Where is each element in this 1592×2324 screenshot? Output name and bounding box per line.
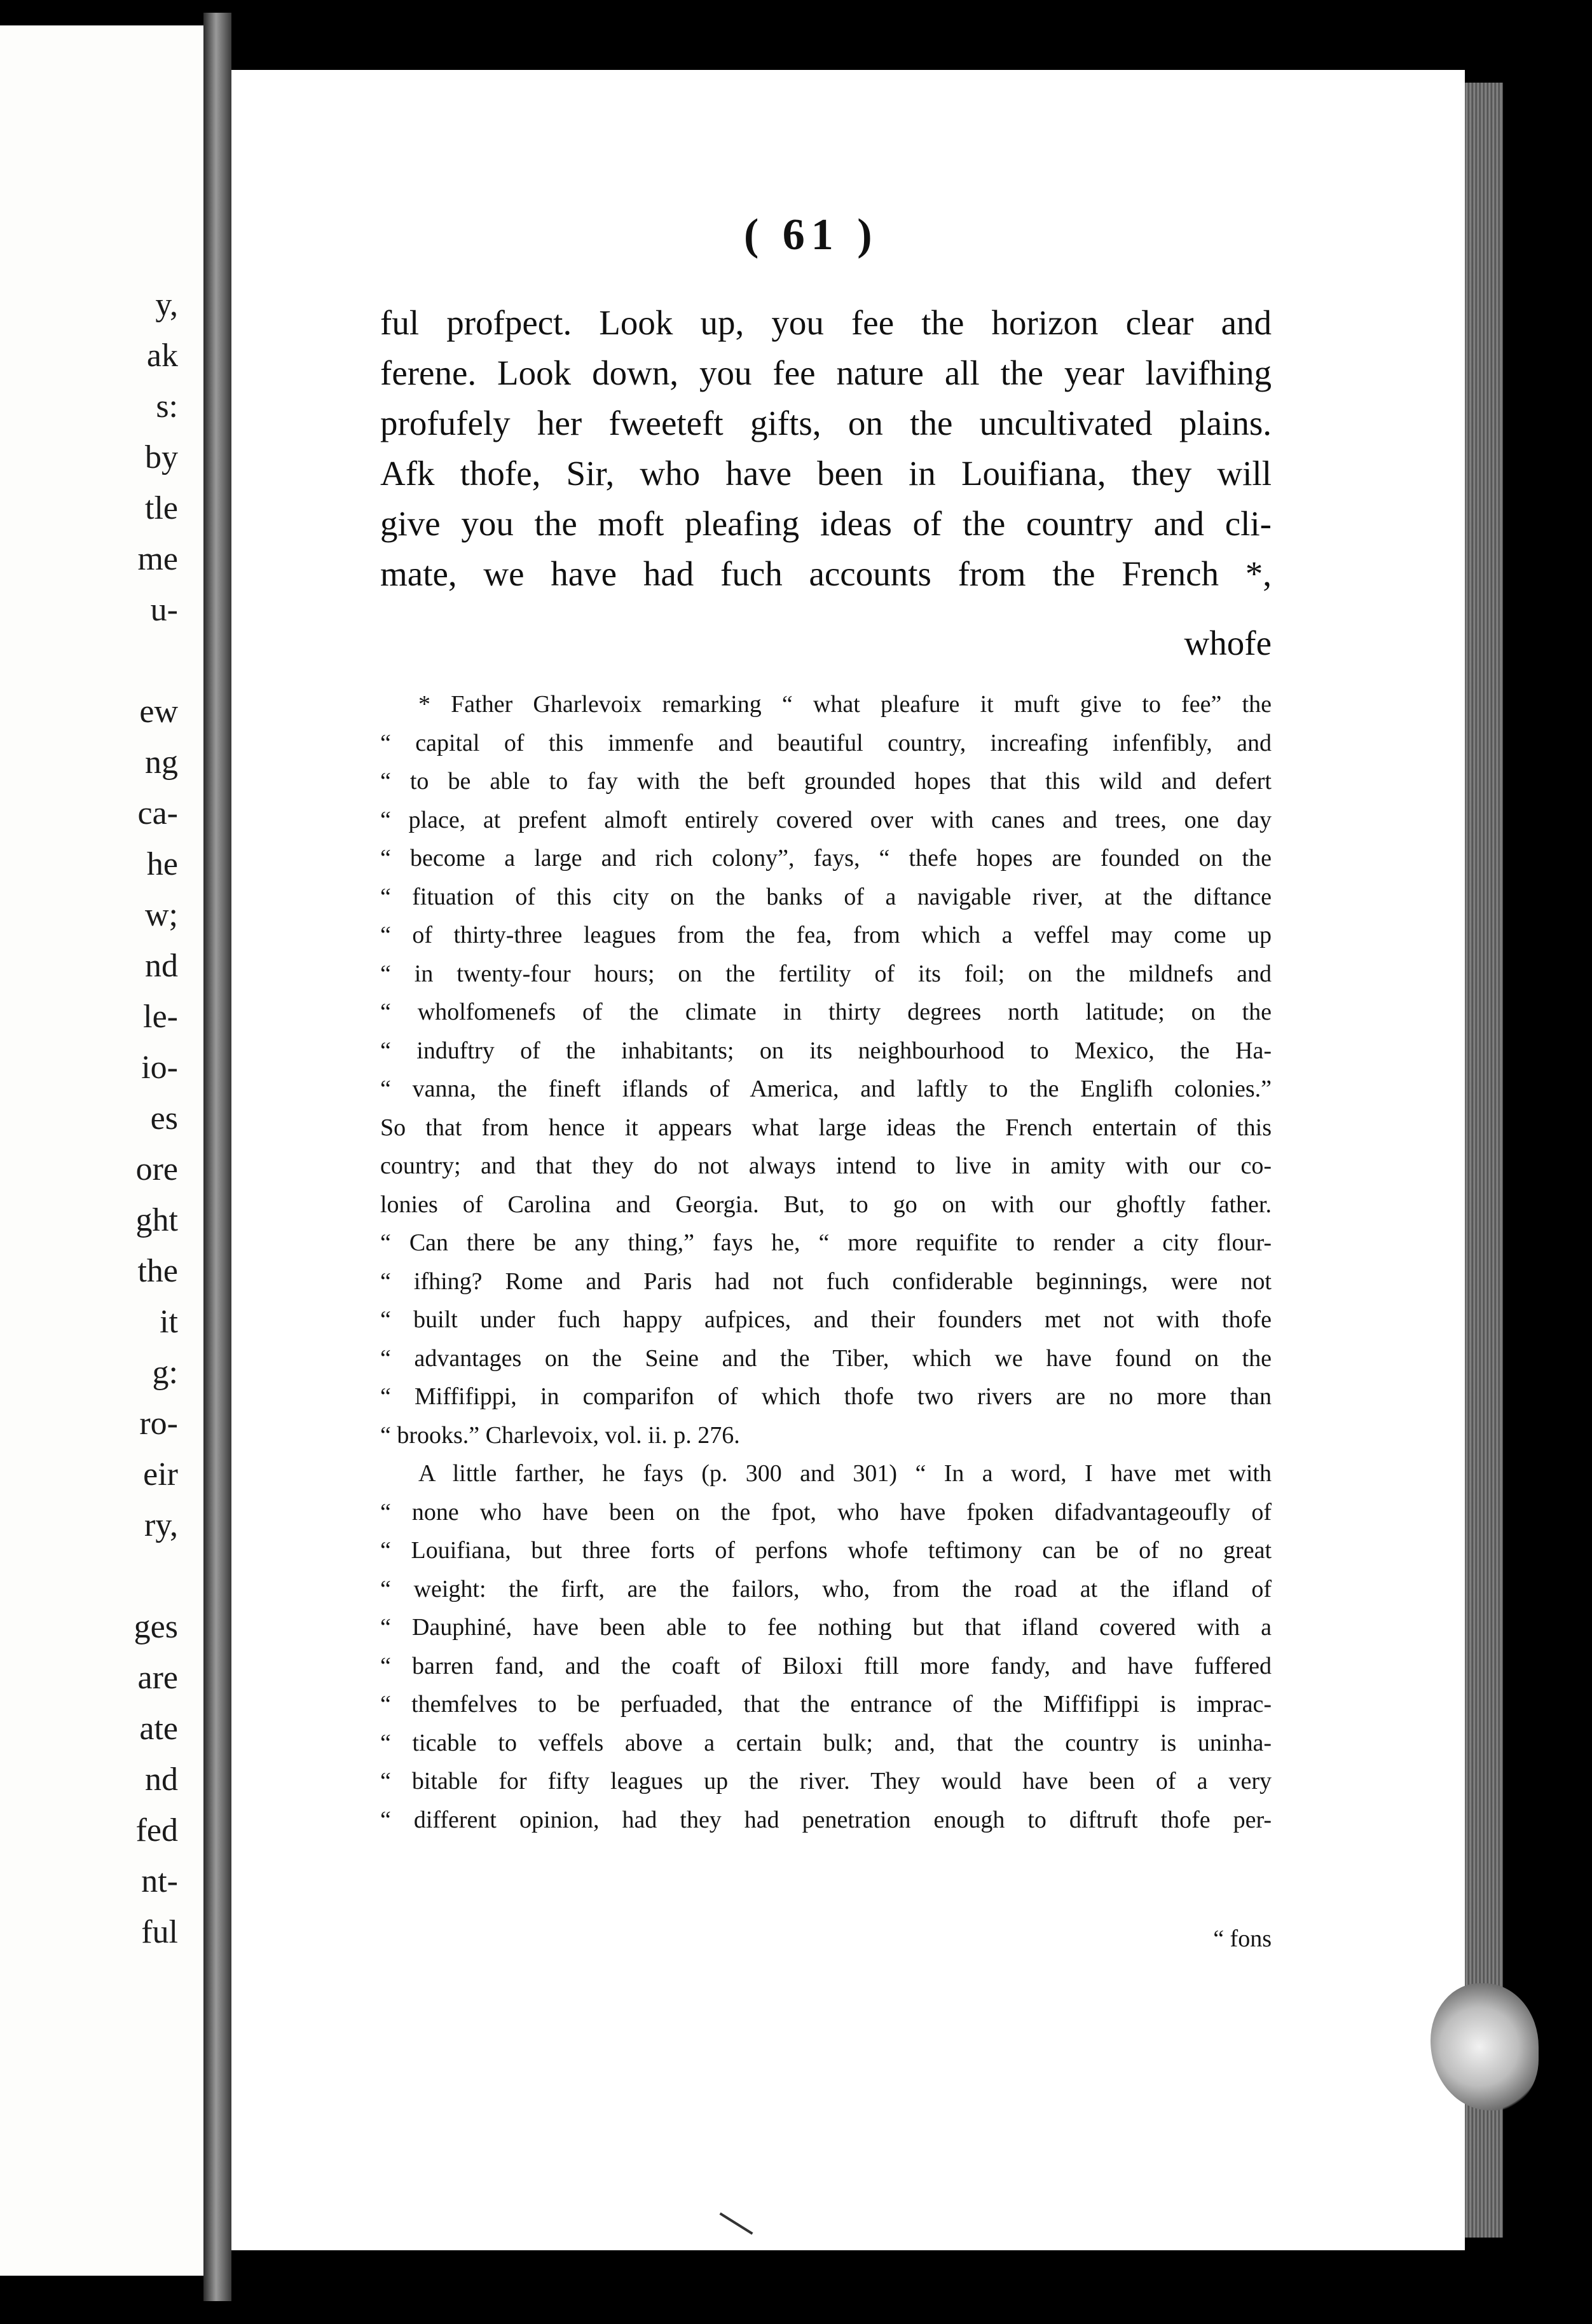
footnote-line: “ themfelves to be perfuaded, that the entrance of the Miffifippi is imprac- xyxy=(380,1691,1272,1718)
footnote-line: “ ifhing? Rome and Paris had not fuch confiderable beginnings, were not xyxy=(380,1268,1272,1295)
facing-line: nt- xyxy=(141,1863,178,1899)
facing-line: are xyxy=(137,1660,178,1696)
footnote-line: lonies of Carolina and Georgia. But, to go on with our ghoftly father. xyxy=(380,1191,1272,1218)
facing-line: ges xyxy=(134,1609,178,1645)
facing-line: eir xyxy=(143,1456,178,1493)
footnote-line: “ to be able to fay with the beft grounded hopes that this wild and defert xyxy=(380,768,1272,795)
facing-line: io- xyxy=(141,1049,178,1086)
footnote-line: “ Louifiana, but three forts of perfons whofe teftimony can be of no great xyxy=(380,1537,1272,1564)
facing-line: ore xyxy=(135,1151,178,1187)
facing-line: s: xyxy=(156,388,178,425)
footnote-line: “ in twenty-four hours; on the fertility of its foil; on the mildnefs and xyxy=(380,960,1272,987)
facing-line: y, xyxy=(155,287,178,323)
footnote-line: “ induftry of the inhabitants; on its neighbourhood to Mexico, the Ha- xyxy=(380,1037,1272,1064)
facing-line: me xyxy=(137,541,178,577)
footnote-line: “ become a large and rich colony”, fays, “ thefe hopes are founded on the xyxy=(380,845,1272,871)
footnote-line: “ brooks.” Charlevoix, vol. ii. p. 276. xyxy=(380,1421,740,1449)
facing-line xyxy=(134,1551,178,1602)
facing-page-text xyxy=(134,25,178,1958)
footnote-line: “ none who have been on the fpot, who have fpoken difadvantageoufly of xyxy=(380,1498,1272,1526)
body-text xyxy=(380,297,1272,599)
footnote-line: “ fituation of this city on the banks of a navigable river, at the diftance xyxy=(380,883,1272,910)
facing-line: ew xyxy=(139,694,178,730)
page-edge xyxy=(1465,83,1503,2238)
facing-line: ate xyxy=(139,1711,178,1747)
footnote-line: “ weight: the firft, are the failors, who, from the road at the ifland of xyxy=(380,1575,1272,1603)
facing-line: nd xyxy=(145,948,178,984)
facing-line: it xyxy=(160,1304,178,1340)
facing-line: ght xyxy=(135,1202,178,1238)
footnote-line: “ advantages on the Seine and the Tiber, which we have found on the xyxy=(380,1344,1272,1372)
footnote-line: “ Dauphiné, have been able to fee nothing but that ifland covered with a xyxy=(380,1614,1272,1641)
footnote-line: country; and that they do not always intend to live in amity with our co- xyxy=(380,1152,1272,1179)
footnote-line: A little farther, he fays (p. 300 and 301) “ In a word, I have met with xyxy=(418,1460,1272,1487)
footnote-line: “ wholfomenefs of the climate in thirty degrees north latitude; on the xyxy=(380,999,1272,1025)
facing-line: ry, xyxy=(144,1507,178,1543)
body-line: ful profpect. Look up, you fee the horizon clear and xyxy=(380,303,1272,342)
body-line: Afk thofe, Sir, who have been in Louifiana, they will xyxy=(380,454,1272,493)
footnote-line: “ bitable for fifty leagues up the river. They would have been of a very xyxy=(380,1768,1272,1794)
page-number: ( 61 ) xyxy=(744,210,879,259)
footnote-line: “ of thirty-three leagues from the fea, from which a veffel may come up xyxy=(380,922,1272,948)
footnote-line: “ Miffifippi, in comparifon of which thofe two rivers are no more than xyxy=(380,1383,1272,1410)
body-line: ferene. Look down, you fee nature all the year lavifhing xyxy=(380,353,1272,392)
footnote-line: * Father Gharlevoix remarking “ what pleafure it muft give to fee” the xyxy=(418,691,1272,718)
body-line: give you the moft pleafing ideas of the country and cli- xyxy=(380,504,1272,543)
facing-line: the xyxy=(137,1253,178,1289)
facing-line: g: xyxy=(152,1355,178,1391)
facing-line: fed xyxy=(135,1812,178,1849)
facing-line xyxy=(134,636,178,687)
body-line: profufely her fweeteft gifts, on the uncultivated plains. xyxy=(380,404,1272,442)
footnote-line: “ different opinion, had they had penetration enough to diftruft thofe per- xyxy=(380,1806,1272,1833)
catchword: whofe xyxy=(1184,624,1272,662)
facing-line: tle xyxy=(145,490,178,526)
facing-line: ak xyxy=(146,338,178,374)
footnote xyxy=(380,685,1272,1839)
facing-line: by xyxy=(145,439,178,475)
facing-line: ng xyxy=(145,744,178,781)
facing-line: nd xyxy=(145,1761,178,1798)
facing-line: ca- xyxy=(137,795,178,831)
footnote-line: “ barren fand, and the coaft of Biloxi ftill more fandy, and have fuffered xyxy=(380,1652,1272,1679)
footnote-line: “ vanna, the fineft iflands of America, and laftly to the Englifh colonies.” xyxy=(380,1076,1272,1102)
footnote-line: So that from hence it appears what large ideas the French entertain of this xyxy=(380,1114,1272,1141)
facing-line: le- xyxy=(143,999,178,1035)
footnote-line: “ built under fuch happy aufpices, and their founders met not with thofe xyxy=(380,1306,1272,1333)
footnote-catchword: “ fons xyxy=(1213,1925,1272,1952)
facing-page xyxy=(0,25,203,2276)
footnote-line: “ capital of this immenfe and beautiful country, increafing infenfibly, and xyxy=(380,729,1272,756)
body-line: mate, we have had fuch accounts from the French *, xyxy=(380,554,1272,593)
facing-line: ful xyxy=(141,1914,178,1950)
facing-line: ro- xyxy=(139,1405,178,1442)
facing-line: u- xyxy=(150,592,178,628)
book-gutter xyxy=(203,13,231,2301)
facing-line: w; xyxy=(145,897,178,933)
footnote-line: “ place, at prefent almoft entirely covered over with canes and trees, one day xyxy=(380,806,1272,833)
footnote-line: “ ticable to veffels above a certain bulk; and, that the country is uninha- xyxy=(380,1729,1272,1756)
facing-line: he xyxy=(146,846,178,882)
facing-line: es xyxy=(150,1100,178,1137)
footnote-line: “ Can there be any thing,” fays he, “ more requifite to render a city flour- xyxy=(380,1229,1272,1256)
